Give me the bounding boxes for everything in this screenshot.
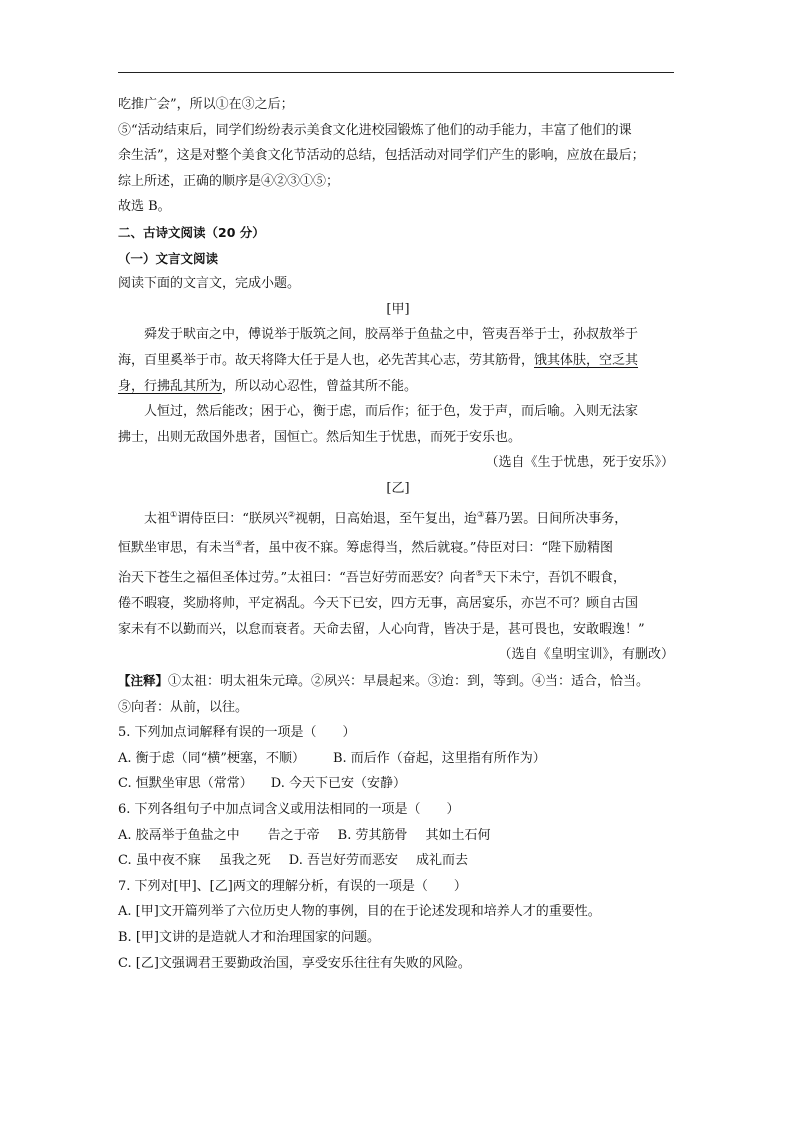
text-span: 谓侍臣曰：“朕夙兴 — [177, 510, 288, 526]
text-span: 视朝，日高始退，至午复出，迨 — [295, 510, 478, 526]
text-span: ①太祖：明太祖朱元璋。②夙兴：早晨起来。③迨：到，等到。④当：适合，恰当。 — [168, 674, 650, 690]
notes-line: ⑤向者：从前，以往。 — [118, 699, 249, 715]
note-marker: ① — [170, 509, 178, 519]
subsection-title: （一）文言文阅读 — [118, 250, 219, 266]
passage-jia-line — [118, 374, 678, 400]
question-stem: 7. 下列对[甲]、[乙]两文的理解分析，有误的一项是（ ） — [118, 878, 467, 894]
passage-yi-line — [118, 502, 678, 532]
question-options — [118, 771, 678, 797]
text-line: 故选 B。 — [118, 199, 171, 215]
option-a: A. 衡于虑（同“横”梗塞，不顺） — [118, 750, 305, 766]
option-b: B. [甲]文讲的是造就人才和治理国家的问题。 — [118, 929, 380, 945]
passage-jia-line — [118, 348, 678, 374]
question-options — [118, 848, 678, 874]
text-span: 暮乃罢。日间所决事务， — [484, 510, 628, 526]
text-line: 吃推广会”，所以①在③之后； — [118, 97, 294, 112]
note-marker: ③ — [477, 509, 485, 519]
note-marker: ④ — [235, 539, 243, 549]
text-span: 海，百里奚举于市。故天将降大任于是人也，必先苦其心志，劳其筋骨， — [118, 352, 535, 368]
underlined-text: 身，行拂乱其所为 — [118, 378, 223, 394]
option-a: A. 胶鬲举于鱼盐之中 — [118, 827, 240, 843]
note-marker: ⑤ — [475, 569, 483, 579]
passage-yi-line — [118, 561, 678, 591]
passage-yi-line — [118, 531, 678, 561]
option-a: A. [甲]文开篇列举了六位历史人物的事例，目的在于论述发现和培养人才的重要性。 — [118, 904, 601, 920]
document-body — [118, 92, 678, 976]
passage-jia-label: [甲] — [386, 301, 410, 317]
option-d-pair: 成礼而去 — [416, 853, 469, 869]
underlined-text: 饿其体肤，空乏其 — [534, 352, 639, 368]
passage-jia-line: 拂士，出则无敌国外患者，国恒亡。然后知生于忧患，而死于安乐也。 — [118, 429, 522, 445]
option-b: B. 而后作（奋起，这里指有所作为） — [332, 750, 546, 766]
question-stem: 5. 下列加点词解释有误的一项是（ ） — [118, 725, 356, 741]
passage-yi-label: [乙] — [386, 480, 410, 496]
text-span: 天下未宁，吾饥不暇食， — [482, 570, 626, 586]
option-c: C. 虽中夜不寐 — [118, 853, 201, 869]
text-line: ⑤“活动结束后，同学们纷纷表示美食文化进校园锻炼了他们的动手能力，丰富了他们的课 — [118, 122, 632, 138]
question-options — [118, 823, 678, 849]
text-span: 者，虽中夜不寐。筹虑得当，然后就寝。”侍臣对曰：“陛下励精图 — [242, 540, 613, 556]
text-span: 恒默坐审思，有未当 — [118, 540, 236, 556]
passage-jia-line: 人恒过，然后能改；困于心，衡于虑，而后作；征于色，发于声，而后喻。入则无法家 — [144, 404, 639, 420]
question-options — [118, 746, 678, 772]
question-stem: 6. 下列各组句子中加点词含义或用法相同的一项是（ ） — [118, 802, 460, 818]
text-line: 综上所述，正确的顺序是④②③①⑤； — [118, 173, 340, 189]
passage-yi-line: 家未有不以勤而兴，以怠而衰者。天命去留，人心向背，皆决于是，甚可畏也，安敢暇逸！” — [118, 621, 645, 637]
passage-yi-source: （选自《皇明宝训》，有删改） — [498, 647, 674, 663]
notes-line — [118, 668, 678, 695]
text-span: 治天下苍生之福但圣体过劳。”太祖曰：“吾岂好劳而恶安？向者 — [118, 570, 476, 586]
text-line: 余生活”，这是对整个美食文化节活动的总结，包括活动对同学们产生的影响，应放在最后； — [118, 148, 645, 164]
option-d: D. 今天下已安（安静） — [270, 776, 406, 792]
passage-jia-line: 舜发于畎亩之中，傅说举于版筑之间，胶鬲举于鱼盐之中，管夷吾举于士，孙叔敖举于 — [144, 327, 639, 343]
section-title: 二、古诗文阅读（20 分） — [118, 224, 265, 240]
passage-yi-line: 倦不暇寝，奖励将帅，平定祸乱。今天下已安，四方无事，高居宴乐，亦岂不可？顾自古国 — [118, 596, 639, 612]
header-rule — [118, 72, 674, 73]
option-d: D. 吾岂好劳而恶安 — [288, 853, 398, 869]
text-span: ，所以动心忍性，曾益其所不能。 — [222, 378, 418, 394]
option-b: B. 劳其筋骨 — [337, 827, 408, 843]
notes-label: 【注释】 — [118, 673, 169, 689]
option-c-pair: 虽我之死 — [218, 853, 271, 869]
option-c: C. [乙]文强调君王要勤政治国，享受安乐往往有失败的风险。 — [118, 955, 471, 971]
passage-jia-source: （选自《生于忧患，死于安乐》） — [485, 455, 674, 471]
text-span: 太祖 — [144, 510, 171, 526]
option-a-pair: 告之于帝 — [267, 827, 320, 843]
option-b-pair: 其如土石何 — [425, 827, 491, 843]
option-c: C. 恒默坐审思（常常） — [118, 776, 253, 792]
note-marker: ② — [287, 509, 296, 519]
instruction: 阅读下面的文言文，完成小题。 — [118, 276, 301, 292]
